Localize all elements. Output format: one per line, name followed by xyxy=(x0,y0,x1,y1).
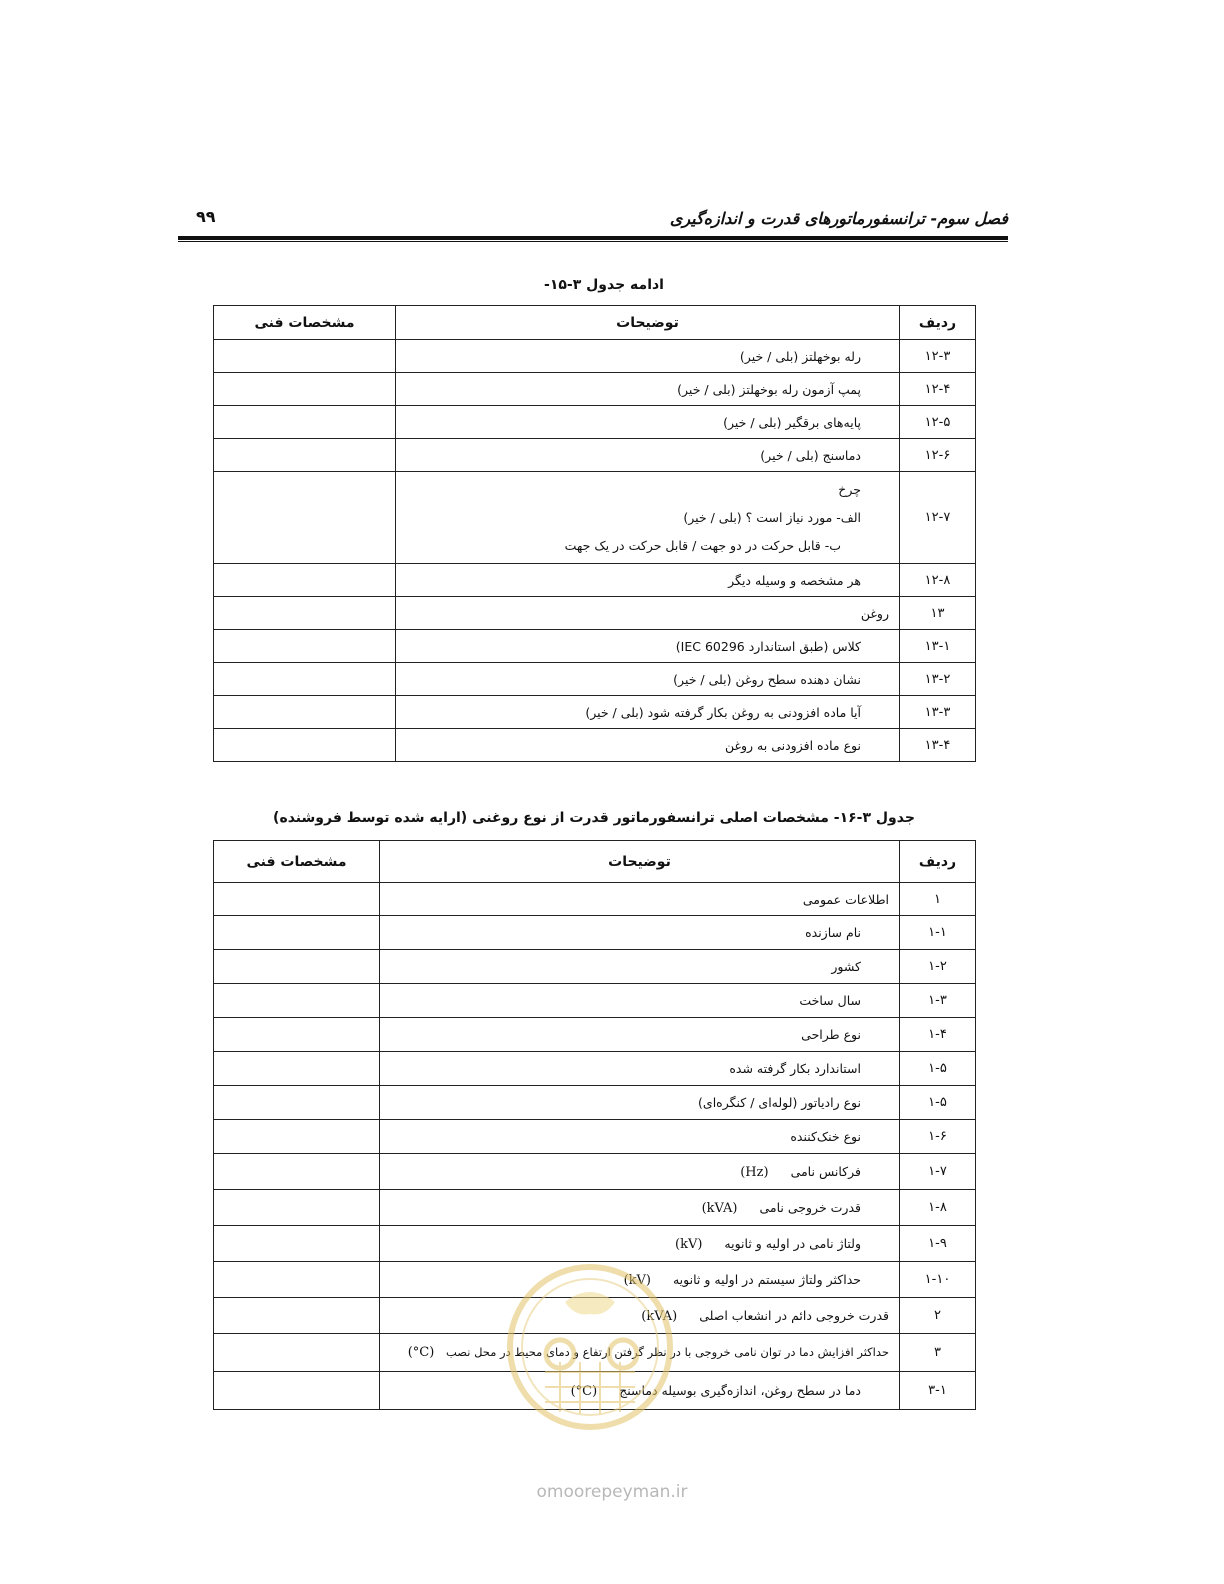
table-row xyxy=(214,729,976,762)
spec-cell[interactable] xyxy=(214,1154,380,1190)
spec-cell[interactable] xyxy=(214,1372,380,1410)
table-row xyxy=(214,340,976,373)
col-header-row: ردیف xyxy=(900,841,976,883)
row-description: رله بوخهلتز (بلی / خیر) xyxy=(396,340,900,373)
row-number: ۳ xyxy=(900,1334,976,1372)
spec-cell[interactable] xyxy=(214,950,380,984)
row-number: ۱۳-۴ xyxy=(900,729,976,762)
spec-cell[interactable] xyxy=(214,1120,380,1154)
spec-cell[interactable] xyxy=(214,883,380,916)
row-description xyxy=(380,1154,900,1190)
row-number: ۱۳-۳ xyxy=(900,696,976,729)
table-row xyxy=(214,1190,976,1226)
col-header-row: ردیف xyxy=(900,306,976,340)
row-description: پایه‌های برقگیر (بلی / خیر) xyxy=(396,406,900,439)
row-description: نشان دهنده سطح روغن (بلی / خیر) xyxy=(396,663,900,696)
unit-label: (°C) xyxy=(570,1383,598,1399)
row-description: کلاس (طبق استاندارد IEC 60296) xyxy=(396,630,900,663)
table-row xyxy=(214,472,976,564)
table-row xyxy=(214,597,976,630)
row-number: ۱۲-۸ xyxy=(900,564,976,597)
spec-cell[interactable] xyxy=(214,564,396,597)
unit-label: (°C) xyxy=(407,1345,435,1360)
spec-cell[interactable] xyxy=(214,1086,380,1120)
row-description-text: حداکثر افزایش دما در توان نامی خروجی با در نظر گرفتن ارتفاع و دمای محیط در محل نصب xyxy=(445,1345,889,1359)
row-number: ۱۲-۶ xyxy=(900,439,976,472)
spec-cell[interactable] xyxy=(214,916,380,950)
row-number: ۱۳ xyxy=(900,597,976,630)
table-row xyxy=(214,564,976,597)
row-number: ۱۳-۱ xyxy=(900,630,976,663)
col-header-spec: مشخصات فنی xyxy=(214,841,380,883)
spec-cell[interactable] xyxy=(214,340,396,373)
row-number: ۱-۹ xyxy=(900,1226,976,1262)
col-header-spec: مشخصات فنی xyxy=(214,306,396,340)
row-description: نوع ماده افزودنی به روغن xyxy=(396,729,900,762)
row-number: ۲ xyxy=(900,1298,976,1334)
row-description xyxy=(380,1298,900,1334)
spec-cell[interactable] xyxy=(214,696,396,729)
row-number: ۱-۱۰ xyxy=(900,1262,976,1298)
row-description: نوع طراحی xyxy=(380,1018,900,1052)
table1 xyxy=(213,305,976,762)
row-description: نوع خنک‌کننده xyxy=(380,1120,900,1154)
page-number: ۹۹ xyxy=(196,207,216,226)
table-row xyxy=(214,439,976,472)
row-number: ۱۲-۴ xyxy=(900,373,976,406)
spec-cell[interactable] xyxy=(214,373,396,406)
table-row xyxy=(214,1334,976,1372)
unit-label: (kVA) xyxy=(701,1200,738,1216)
spec-cell[interactable] xyxy=(214,984,380,1018)
table-row xyxy=(214,1154,976,1190)
spec-cell[interactable] xyxy=(214,1262,380,1298)
row-description-text: دما در سطح روغن، اندازه‌گیری بوسیله دماسنج xyxy=(619,1382,861,1398)
row-description-text: قدرت خروجی نامی xyxy=(759,1199,861,1215)
row-description-line: چرخ xyxy=(838,481,861,497)
header-rule xyxy=(178,236,1008,242)
row-description xyxy=(380,1334,900,1372)
unit-label: (kVA) xyxy=(641,1308,678,1324)
table-row xyxy=(214,1120,976,1154)
row-description: هر مشخصه و وسیله دیگر xyxy=(396,564,900,597)
unit-label: (Hz) xyxy=(740,1164,769,1180)
table1-header-row xyxy=(214,306,976,340)
row-description-line: ب- قابل حرکت در دو جهت / قابل حرکت در یک جهت xyxy=(564,537,841,553)
table-row xyxy=(214,1298,976,1334)
row-number: ۱-۴ xyxy=(900,1018,976,1052)
spec-cell[interactable] xyxy=(214,1052,380,1086)
row-number: ۱-۵ xyxy=(900,1052,976,1086)
row-description: اطلاعات عمومی xyxy=(380,883,900,916)
row-description-line: الف- مورد نیاز است ؟ (بلی / خیر) xyxy=(683,509,861,525)
table1-caption: ادامه جدول ۳-۱۵- xyxy=(544,277,664,293)
table-row xyxy=(214,950,976,984)
table2-header-row xyxy=(214,841,976,883)
table-row xyxy=(214,696,976,729)
table-row xyxy=(214,373,976,406)
spec-cell[interactable] xyxy=(214,597,396,630)
spec-cell[interactable] xyxy=(214,439,396,472)
table-row xyxy=(214,406,976,439)
row-number: ۱۲-۷ xyxy=(900,472,976,564)
col-header-desc: توضیحات xyxy=(396,306,900,340)
row-number: ۳-۱ xyxy=(900,1372,976,1410)
row-number: ۱-۱ xyxy=(900,916,976,950)
spec-cell[interactable] xyxy=(214,663,396,696)
row-description: نوع رادیاتور (لوله‌ای / کنگره‌ای) xyxy=(380,1086,900,1120)
spec-cell[interactable] xyxy=(214,1018,380,1052)
row-description: روغن xyxy=(396,597,900,630)
row-description xyxy=(380,1226,900,1262)
row-description-text: ولتاژ نامی در اولیه و ثانویه xyxy=(724,1235,861,1251)
row-description-text: حداکثر ولتاژ سیستم در اولیه و ثانویه xyxy=(672,1271,861,1287)
spec-cell[interactable] xyxy=(214,630,396,663)
spec-cell[interactable] xyxy=(214,1334,380,1372)
site-url: omoorepeyman.ir xyxy=(536,1482,688,1502)
unit-label: (kV) xyxy=(623,1272,651,1288)
row-description: پمپ آزمون رله بوخهلتز (بلی / خیر) xyxy=(396,373,900,406)
row-number: ۱-۸ xyxy=(900,1190,976,1226)
row-description: سال ساخت xyxy=(380,984,900,1018)
row-number: ۱-۷ xyxy=(900,1154,976,1190)
row-description: نام سازنده xyxy=(380,916,900,950)
table-row xyxy=(214,883,976,916)
table-row xyxy=(214,1226,976,1262)
table-row xyxy=(214,630,976,663)
table2-caption: جدول ۳-۱۶- مشخصات اصلی ترانسفورماتور قدرت از نوع روغنی (ارایه شده توسط فروشنده) xyxy=(273,810,915,826)
spec-cell[interactable] xyxy=(214,406,396,439)
spec-cell[interactable] xyxy=(214,472,396,564)
row-number: ۱۲-۳ xyxy=(900,340,976,373)
row-description xyxy=(380,1262,900,1298)
row-description: آیا ماده افزودنی به روغن بکار گرفته شود (بلی / خیر) xyxy=(396,696,900,729)
row-number: ۱-۵ xyxy=(900,1086,976,1120)
table-row xyxy=(214,663,976,696)
spec-cell[interactable] xyxy=(214,1298,380,1334)
table2 xyxy=(213,840,976,1410)
row-description xyxy=(380,1190,900,1226)
table-row xyxy=(214,1052,976,1086)
row-description xyxy=(380,1372,900,1410)
chapter-title: فصل سوم- ترانسفورماتورهای قدرت و اندازه‌گیری xyxy=(669,209,1008,228)
spec-cell[interactable] xyxy=(214,1226,380,1262)
spec-cell[interactable] xyxy=(214,1190,380,1226)
table-row xyxy=(214,1262,976,1298)
table-row xyxy=(214,984,976,1018)
row-description: دماسنج (بلی / خیر) xyxy=(396,439,900,472)
row-description: کشور xyxy=(380,950,900,984)
table-row xyxy=(214,1086,976,1120)
row-number: ۱-۲ xyxy=(900,950,976,984)
spec-cell[interactable] xyxy=(214,729,396,762)
page-header xyxy=(178,205,1008,235)
col-header-desc: توضیحات xyxy=(380,841,900,883)
row-number: ۱۳-۲ xyxy=(900,663,976,696)
row-description: استاندارد بکار گرفته شده xyxy=(380,1052,900,1086)
row-number: ۱-۶ xyxy=(900,1120,976,1154)
row-description-text: قدرت خروجی دائم در انشعاب اصلی xyxy=(699,1307,889,1323)
row-number: ۱۲-۵ xyxy=(900,406,976,439)
row-description xyxy=(396,472,900,564)
table-row xyxy=(214,1372,976,1410)
row-number: ۱ xyxy=(900,883,976,916)
row-number: ۱-۳ xyxy=(900,984,976,1018)
unit-label: (kV) xyxy=(675,1236,703,1252)
table-row xyxy=(214,916,976,950)
row-description-text: فرکانس نامی xyxy=(790,1163,861,1179)
table-row xyxy=(214,1018,976,1052)
